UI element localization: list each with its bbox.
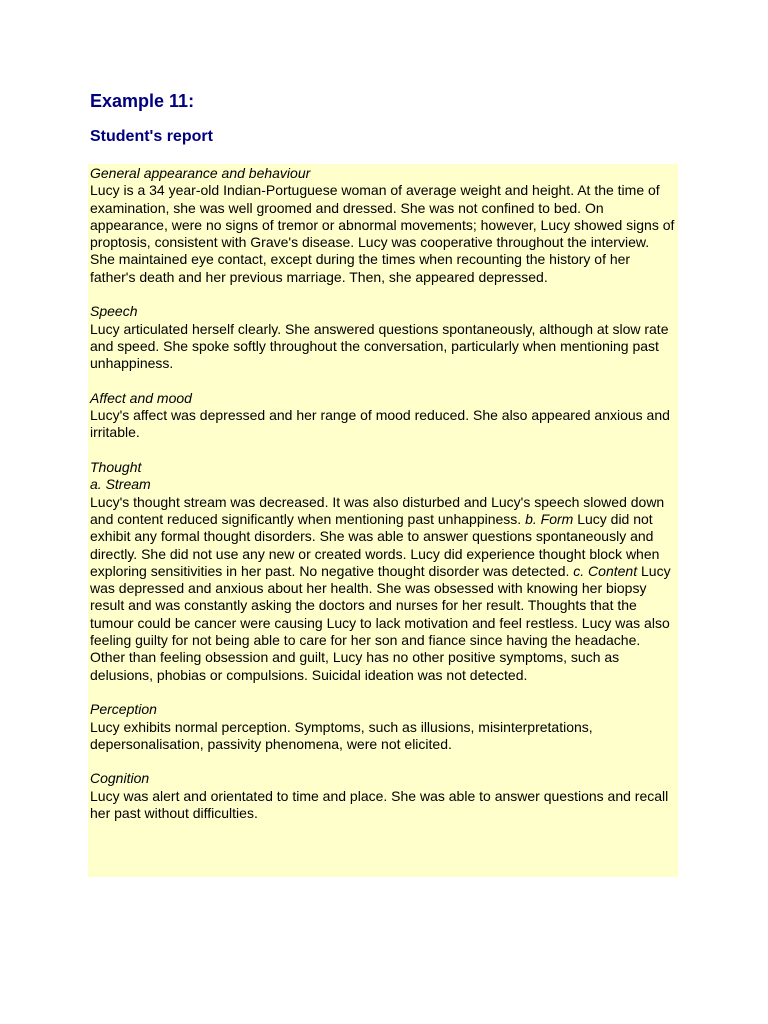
section-title: Speech <box>90 303 138 320</box>
section-text: Lucy exhibits normal perception. Symptoms, such as illusions, misinterpretations, depersonalisation, passivity phenomena, were not elicited. <box>90 718 593 752</box>
subsection-title-stream: a. Stream <box>90 476 151 493</box>
section-text: Lucy is a 34 year-old Indian-Portuguese woman of average weight and height. At the time of examination, she was well groomed and dressed. She was not confined to bed. On appearance, were no signs of tremor or abnormal movements; however, Lucy showed signs of proptosis, consistent with Grave's disease. Lucy was cooperative throughout the interview. She maintained eye contact, except during the times when recounting the history of her father's death and her previous marriage. Then, she appeared depressed. <box>90 182 675 285</box>
section-title: General appearance and behaviour <box>90 165 311 181</box>
section-text: Lucy's affect was depressed and her range of mood reduced. She also appeared anxious and irritable. <box>90 407 670 441</box>
section-perception <box>90 701 675 753</box>
section-general-appearance <box>90 165 675 286</box>
content-text: Lucy was depressed and anxious about her health. She was obsessed with knowing her biopsy result and was constantly asking the doctors and nurses for her result. Thoughts that the tumour could be cancer were causing Lucy to lack motivation and feel restless. Lucy was also feeling guilty for not being able to care for her son and fiance since having the headache. Other than feeling obsession and guilt, Lucy has no other positive symptoms, such as delusions, phobias or compulsions. Suicidal ideation was not detected. <box>90 562 671 683</box>
form-text: Lucy did not exhibit any formal thought disorders. She was able to answer questions spontaneously and directly. She did not use any new or created words. Lucy did experience thought block when exploring sensitivities in her past. No negative thought disorder was detected. <box>90 510 660 579</box>
section-speech <box>90 303 675 372</box>
page-title: Example 11: <box>90 91 195 111</box>
student-report-panel <box>88 164 678 877</box>
section-cognition <box>90 770 675 822</box>
section-thought <box>90 459 675 684</box>
section-title: Thought <box>90 459 142 476</box>
stream-text: Lucy's thought stream was decreased. It was also disturbed and Lucy's speech slowed down and content reduced significantly when mentioning past unhappiness. <box>90 493 665 527</box>
section-title: Perception <box>90 701 157 718</box>
subsection-title-form: b. Form <box>525 510 574 527</box>
thought-paragraph <box>90 494 675 684</box>
section-text: Lucy articulated herself clearly. She answered questions spontaneously, although at slow rate and speed. She spoke softly throughout the conversation, particularly when mentioning past unhappiness. <box>90 320 669 372</box>
section-title: Affect and mood <box>90 389 192 406</box>
report-subtitle: Student's report <box>90 128 213 145</box>
section-text: Lucy was alert and orientated to time and place. She was able to answer questions and recall her past without difficulties. <box>90 787 669 821</box>
section-title: Cognition <box>90 770 150 787</box>
section-affect-mood <box>90 390 675 442</box>
subsection-title-content: c. Content <box>573 562 638 579</box>
